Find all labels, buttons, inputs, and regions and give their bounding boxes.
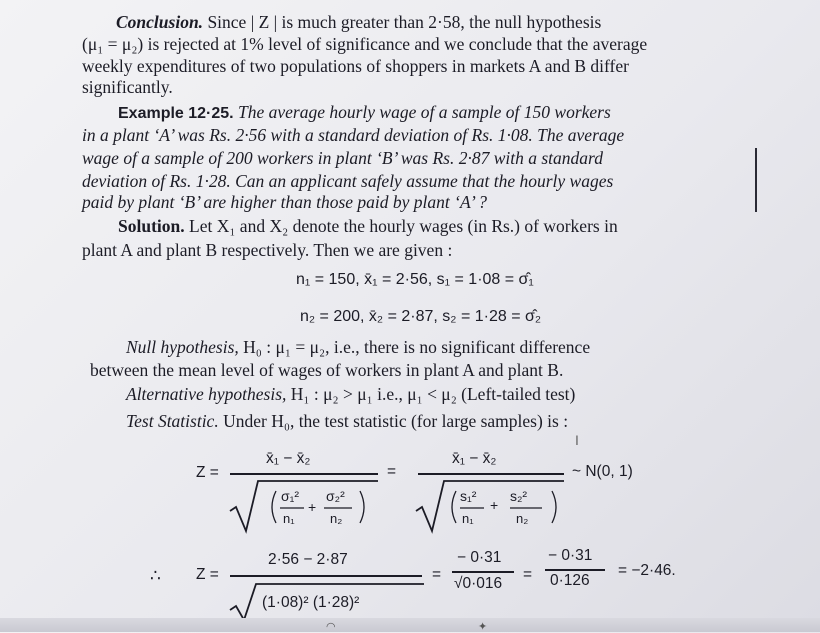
null-hypothesis-label: Null hypothesis, [126, 337, 239, 357]
given-line-1: n₁ = 150, x̄₁ = 2·56, s₁ = 1·08 = σ̂₁ [296, 271, 534, 288]
formula-n1: n₁ [283, 511, 295, 526]
example-line-5: paid by plant ‘B’ are higher than those paid by plant ‘A’ ? [82, 192, 488, 212]
test-statistic-text: Under H₀, the test statistic (for large samples) is : [218, 411, 569, 431]
example-text-1: The average hourly wage of a sample of 150 workers [233, 102, 611, 122]
null-hypothesis-line [126, 337, 590, 357]
calc-result: = −2·46. [618, 562, 676, 579]
example-line-4: deviation of Rs. 1·28. Can an applicant safely assume that the hourly wages [82, 171, 614, 191]
calc-numerator: 2·56 − 2·87 [268, 551, 348, 568]
formula-sigma2-sq: σ₂² [326, 488, 345, 504]
example-line-2: in a plant ‘A’ was Rs. 2·56 with a standard deviation of Rs. 1·08. The average [82, 125, 625, 145]
alt-hypothesis-text: H₁ : μ₂ > μ₁ i.e., μ₁ < μ₂ (Left-tailed test) [286, 384, 576, 404]
formula-s2-sq: s₂² [510, 488, 528, 504]
conclusion-text-1: Since | Z | is much greater than 2·58, the null hypothesis [203, 12, 602, 32]
formula-plus-1: + [308, 499, 317, 515]
formula-numerator: x̄₁ − x̄₂ [266, 450, 311, 467]
solution-text-1: Let X₁ and X₂ denote the hourly wages (in Rs.) of workers in [184, 216, 618, 236]
formula-n1-b: n₁ [462, 511, 474, 526]
taskbar-icon-1: ◠ [326, 620, 336, 633]
calc-frac1-bar [452, 571, 514, 573]
formula-numerator-2: x̄₁ − x̄₂ [452, 450, 497, 467]
text-cursor-icon: I [575, 432, 579, 448]
calc-frac1-num: − 0·31 [457, 549, 502, 566]
conclusion-label: Conclusion. [116, 12, 204, 32]
calc-denominator: (1·08)² (1·28)² [262, 594, 360, 611]
conclusion-line-3: weekly expenditures of two populations of shoppers in markets A and B differ [82, 56, 629, 76]
therefore-symbol: ∴ [150, 566, 161, 585]
calc-equals: = [432, 566, 442, 583]
example-line-3: wage of a sample of 200 workers in plant ‘B’ was Rs. 2·87 with a standard [82, 148, 603, 168]
alt-hypothesis-line [126, 384, 575, 404]
alt-hypothesis-label: Alternative hypothesis, [126, 384, 287, 404]
formula-equals: = [387, 463, 397, 480]
calc-frac2-den: 0·126 [550, 572, 590, 589]
test-statistic-label: Test Statistic. [126, 411, 219, 431]
conclusion-line-1 [116, 12, 601, 32]
formula-z-label: Z = [196, 464, 219, 481]
conclusion-line-2: (μ₁ = μ₂) is rejected at 1% level of significance and we conclude that the average [82, 34, 648, 54]
formula-plus-2: + [490, 497, 499, 513]
conclusion-line-4: significantly. [82, 77, 173, 97]
formula-sigma1-sq: σ₁² [281, 488, 300, 504]
given-line-2: n₂ = 200, x̄₂ = 2·87, s₂ = 1·28 = σ̂₂ [300, 308, 542, 325]
example-line-1 [118, 102, 611, 124]
taskbar-strip [0, 618, 820, 632]
calc-z-label: Z = [196, 566, 219, 583]
calc-frac2-bar [545, 569, 605, 571]
margin-rule [755, 148, 757, 212]
calc-frac2-num: − 0·31 [548, 547, 593, 564]
formula-distribution: ~ N(0, 1) [572, 463, 633, 480]
example-label: Example 12·25. [118, 105, 234, 122]
calc-frac1-den: √0·016 [454, 575, 503, 592]
formula-n2-b: n₂ [516, 511, 529, 526]
null-hypothesis-text: H₀ : μ₁ = μ₂, i.e., there is no significant difference [238, 337, 591, 357]
calc-equals-2: = [523, 566, 533, 583]
solution-line-1 [118, 216, 618, 236]
solution-label: Solution. [118, 216, 185, 236]
sqrt-sign-1 [228, 477, 380, 535]
calc-fraction-bar [230, 575, 422, 577]
null-hypothesis-line-2: between the mean level of wages of workers in plant A and plant B. [90, 360, 564, 380]
test-statistic-line [126, 411, 568, 431]
formula-s1-sq: s₁² [460, 488, 477, 504]
solution-line-2: plant A and plant B respectively. Then we are given : [82, 240, 453, 260]
formula-fraction-bar-2 [418, 473, 564, 475]
taskbar-icon-2: ✦ [478, 620, 488, 633]
formula-n2: n₂ [330, 511, 343, 526]
formula-fraction-bar [230, 473, 378, 475]
